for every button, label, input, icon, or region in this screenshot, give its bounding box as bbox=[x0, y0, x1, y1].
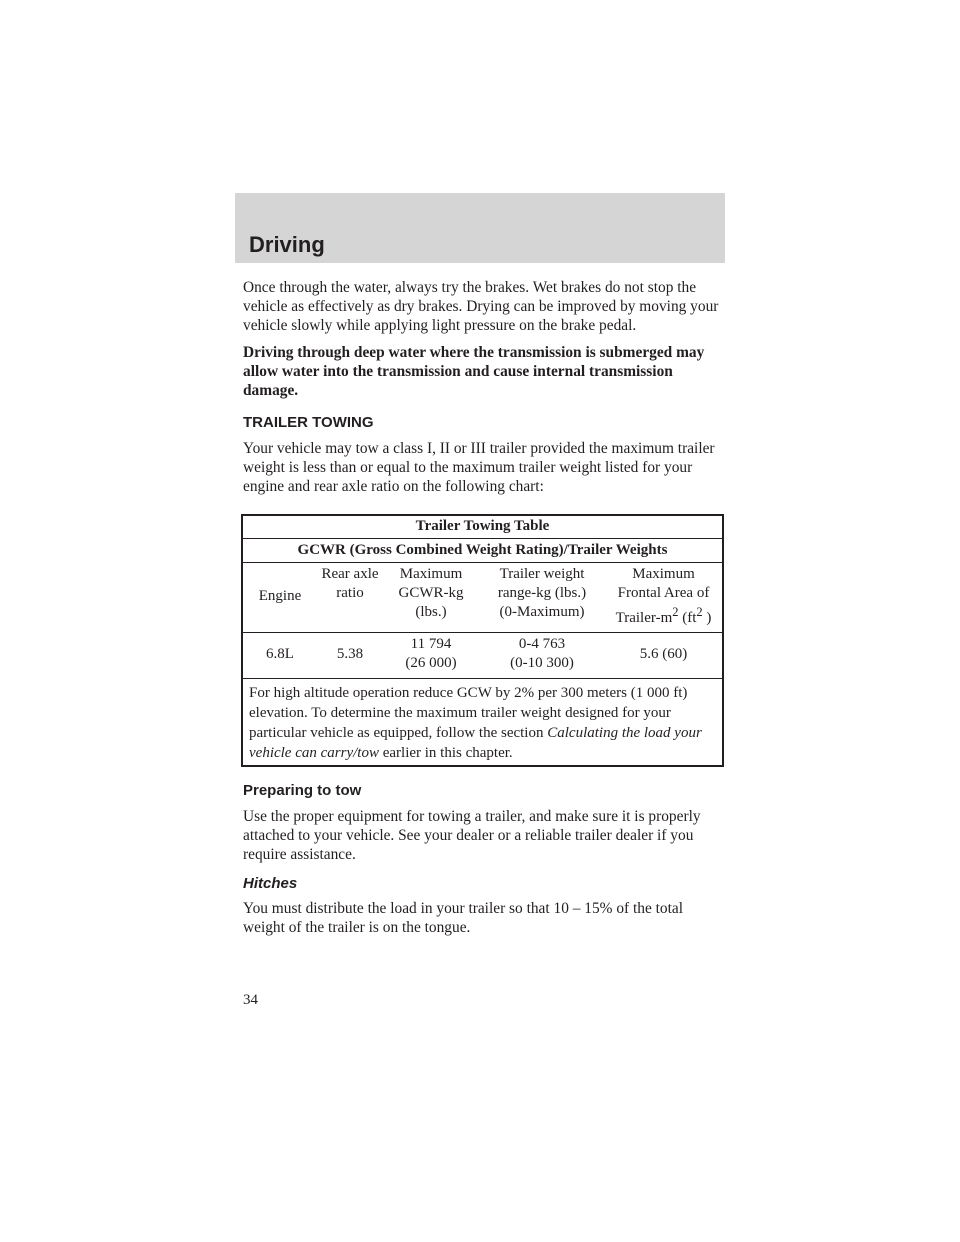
cell-max-gcwr: 11 794 (26 000) bbox=[383, 633, 479, 679]
table-header-row bbox=[242, 563, 723, 633]
paragraph-trailer-class: Your vehicle may tow a class I, II or III trailer provided the maximum trailer weight is less than or equal to the maximum trailer weight listed for your engine and rear axle ratio on the following chart: bbox=[243, 440, 715, 495]
col-header-trailer-weight: Trailer weight range-kg (lbs.) (0-Maximum) bbox=[479, 563, 605, 633]
cell-frontal-area: 5.6 (60) bbox=[605, 633, 723, 679]
col-header-axle-ratio: Rear axle ratio bbox=[317, 563, 383, 633]
paragraph-wet-brakes: Once through the water, always try the brakes. Wet brakes do not stop the vehicle as effectively as dry brakes. Drying can be improved by moving your vehicle slowly while applying light pressure on the brake pedal. bbox=[243, 279, 719, 334]
page-number: 34 bbox=[243, 992, 258, 1008]
col-header-max-gcwr: Maximum GCWR-kg (lbs.) bbox=[383, 563, 479, 633]
cell-trailer-weight: 0-4 763 (0-10 300) bbox=[479, 633, 605, 679]
table-subcaption: GCWR (Gross Combined Weight Rating)/Trailer Weights bbox=[242, 539, 723, 563]
heading-trailer-towing: TRAILER TOWING bbox=[243, 414, 374, 431]
cell-engine: 6.8L bbox=[242, 633, 317, 679]
table-row bbox=[242, 633, 723, 679]
heading-hitches: Hitches bbox=[243, 875, 298, 892]
paragraph-deep-water-warning: Driving through deep water where the transmission is submerged may allow water into the transmission and cause internal transmission damage. bbox=[243, 344, 705, 399]
heading-preparing-to-tow: Preparing to tow bbox=[243, 782, 362, 799]
col-header-engine: Engine bbox=[242, 563, 317, 633]
section-title: Driving bbox=[249, 232, 325, 257]
paragraph-tongue-load: You must distribute the load in your trailer so that 10 – 15% of the total weight of the trailer is on the tongue. bbox=[243, 900, 684, 936]
trailer-towing-table bbox=[241, 514, 724, 767]
table-footnote: For high altitude operation reduce GCW by 2% per 300 meters (1 000 ft) elevation. To determine the maximum trailer weight designed for your particular vehicle as equipped, follow the section Calculating the load your vehicle can carry/tow earlier in this chapter. bbox=[249, 685, 702, 761]
paragraph-equipment: Use the proper equipment for towing a trailer, and make sure it is properly attached to your vehicle. See your dealer or a reliable trailer dealer if you require assistance. bbox=[243, 808, 701, 863]
col-header-frontal-area: Maximum Frontal Area of Trailer-$m^2$ ($ft^2$ ) bbox=[605, 563, 723, 633]
cell-axle-ratio: 5.38 bbox=[317, 633, 383, 679]
table-caption: Trailer Towing Table bbox=[242, 515, 723, 539]
page-content bbox=[243, 278, 725, 945]
